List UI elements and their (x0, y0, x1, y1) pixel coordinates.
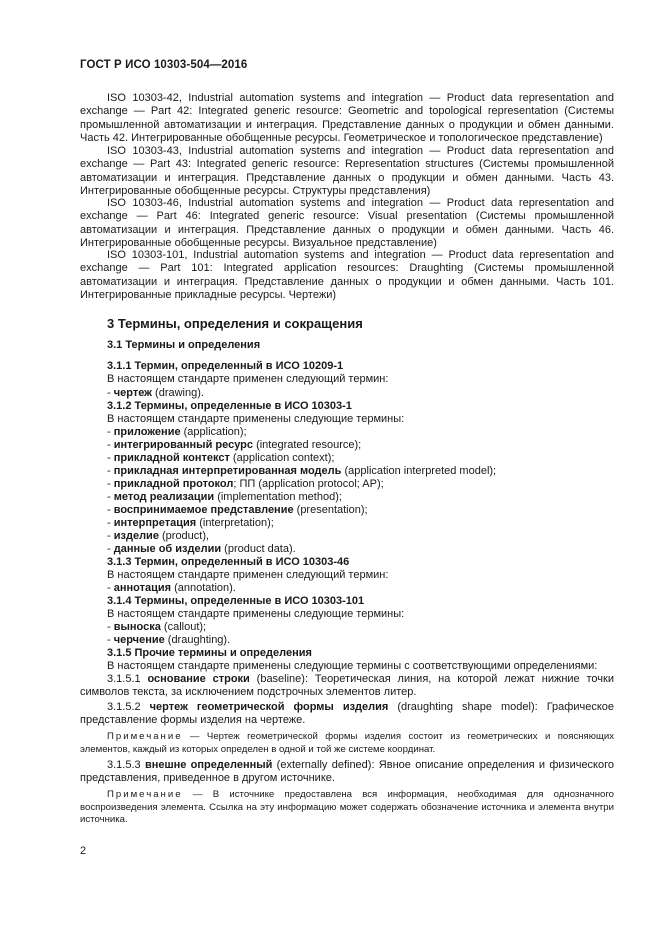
subsection-3-1-1-title: 3.1.1 Термин, определенный в ИСО 10209-1 (107, 360, 344, 372)
note-1: Примечание — Чертеж геометрической формы изделия состоит из геометрических и поясняющих элементов, каждый из которых определен в одной и той же системе координат. (80, 731, 614, 755)
term-item: - приложение (application); (107, 426, 247, 438)
definition-baseline: 3.1.5.1 основание строки (baseline): Теоретическая линия, на которой лежат нижние точки символов текста, за исключением подстрочных элементов литер. (80, 673, 614, 699)
term-item: - прикладной контекст (application context); (107, 452, 335, 464)
document-header: ГОСТ Р ИСО 10303-504—2016 (80, 59, 248, 71)
term-item: - изделие (product), (107, 530, 210, 542)
term-item: - воспринимаемое представление (presentation); (107, 504, 368, 516)
subsection-3-1-3-intro: В настоящем стандарте применен следующий термин: (107, 569, 389, 581)
term-item: - метод реализации (implementation method); (107, 491, 342, 503)
term-item: - выноска (callout); (107, 621, 207, 633)
subsection-3-1-3-title: 3.1.3 Термин, определенный в ИСО 10303-46 (107, 556, 350, 568)
subsection-3-1-1-intro: В настоящем стандарте применен следующий термин: (107, 373, 389, 385)
page-number: 2 (80, 845, 87, 857)
term-item: - чертеж (drawing). (107, 387, 204, 399)
term-item: - черчение (draughting). (107, 634, 231, 646)
reference-iso-10303-46: ISO 10303-46, Industrial automation systems and integration — Product data representation and exchange — Part 46: Integrated generic resource: Visual presentation (Системы промышленной автоматизации и интеграция. Представление данных о продукции и обмен данными. Часть 46. Интегрированные обобщенные ресурсы. Визуальное представление) (80, 197, 614, 250)
term-item: - интерпретация (interpretation); (107, 517, 274, 529)
section-title: 3 Термины, определения и сокращения (107, 316, 363, 331)
reference-iso-10303-42: ISO 10303-42, Industrial automation systems and integration — Product data representation and exchange — Part 42: Integrated generic resource: Geometric and topological representation (Системы промышленной автоматизации и интеграция. Представление данных о продукции и обмен данными. Часть 42. Интегрированные обобщенные ресурсы. Геометрическое и топологическое представление) (80, 92, 614, 145)
term-item: - прикладная интерпретированная модель (application interpreted model); (107, 465, 497, 477)
term-item: - аннотация (annotation). (107, 582, 236, 594)
subsection-3-1-2-title: 3.1.2 Термины, определенные в ИСО 10303-1 (107, 400, 352, 412)
reference-iso-10303-43: ISO 10303-43, Industrial automation systems and integration — Product data representation and exchange — Part 43: Integrated generic resource: Representation structures (Системы промышленной автоматизации и интеграция. Представление данных о продукции и обмен данными. Часть 43. Интегрированные обобщенные ресурсы. Структуры представления) (80, 145, 614, 198)
term-item: - прикладной протокол; ПП (application protocol; AP); (107, 478, 384, 490)
term-item: - интегрированный ресурс (integrated resource); (107, 439, 362, 451)
subsection-3-1-4-title: 3.1.4 Термины, определенные в ИСО 10303-101 (107, 595, 365, 607)
subsection-3-1-title: 3.1 Термины и определения (107, 339, 261, 351)
subsection-3-1-4-intro: В настоящем стандарте применены следующие термины: (107, 608, 405, 620)
note-2: Примечание — В источнике предоставлена вся информация, необходимая для однозначного воспроизведения элемента. Ссылка на эту информацию может содержать обозначение источника и элемента внутри источника. (80, 789, 614, 826)
reference-iso-10303-101: ISO 10303-101, Industrial automation systems and integration — Product data representation and exchange — Part 101: Integrated application resources: Draughting (Системы промышленной автоматизации и интеграция. Представление данных о продукции и обмен данными. Часть 101. Интегрированные прикладные ресурсы. Чертежи) (80, 249, 614, 302)
term-item: - данные об изделии (product data). (107, 543, 296, 555)
definition-externally-defined: 3.1.5.3 внешне определенный (externally defined): Явное описание определения и физического представления, приведенное в другом источнике. (80, 759, 615, 785)
subsection-3-1-2-intro: В настоящем стандарте применены следующие термины: (107, 413, 405, 425)
subsection-3-1-5-intro: В настоящем стандарте применены следующие термины с соответствующими определениями: (107, 660, 598, 672)
subsection-3-1-5-title: 3.1.5 Прочие термины и определения (107, 647, 312, 659)
definition-draughting-shape-model: 3.1.5.2 чертеж геометрической формы изделия (draughting shape model): Графическое представление формы изделия на чертеже. (80, 701, 614, 727)
